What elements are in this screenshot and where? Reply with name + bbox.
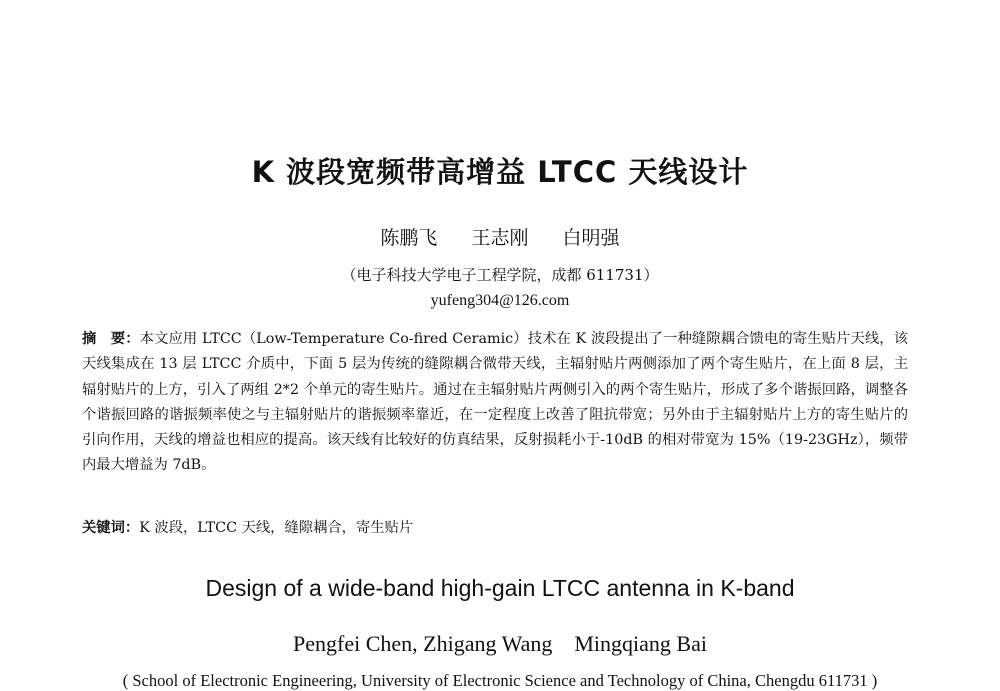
author-name: 白明强 xyxy=(562,227,620,249)
affiliation-chinese: （电子科技大学电子工程学院，成都 611731） xyxy=(341,266,659,284)
keywords-chinese xyxy=(82,516,908,541)
abstract-label: 摘 要： xyxy=(82,331,140,347)
author-email: yufeng304@126.com xyxy=(430,292,570,309)
keywords-text: K 波段，LTCC 天线，缝隙耦合，寄生贴片 xyxy=(139,520,414,536)
abstract-text: 本文应用 LTCC（Low-Temperature Co-fired Ceramic）技术在 K 波段提出了一种缝隙耦合馈电的寄生贴片天线，该天线集成在 13 层 LTCC 介质中，下面 5 层为传统的缝隙耦合微带天线，主辐射贴片两侧添加了两个寄生贴片，在上面 8 层，主辐射贴片的上方，引入了两组 2*2 个单元的寄生贴片。通过在主辐射贴片两侧引入的两个寄生贴片，形成了多个谐振回路，调整各个谐振回路的谐振频率使之与主辐射贴片的谐振频率靠近，在一定程度上改善了阻抗带宽；另外由于主辐射贴片上方的寄生贴片的引向作用，天线的增益也相应的提高。该天线有比较好的仿真结果，反射损耗小于-10dB 的相对带宽为 15%（19-23GHz），频带内最大增益为 7dB。 xyxy=(82,331,908,474)
keywords-label: 关键词： xyxy=(82,520,140,536)
author-name: 陈鹏飞 xyxy=(380,227,438,249)
abstract-chinese xyxy=(82,327,908,479)
paper-title-english: Design of a wide-band high-gain LTCC antenna in K-band xyxy=(205,575,795,601)
affiliation-english: ( School of Electronic Engineering, University of Electronic Science and Technology of China, Chengdu 611731 ) xyxy=(122,671,878,690)
author-list-english: Pengfei Chen, Zhigang Wang Mingqiang Bai xyxy=(293,631,707,656)
paper-title-chinese: K 波段宽频带高增益 LTCC 天线设计 xyxy=(251,155,749,189)
author-list-chinese xyxy=(0,223,1000,250)
author-name: 王志刚 xyxy=(471,227,529,249)
